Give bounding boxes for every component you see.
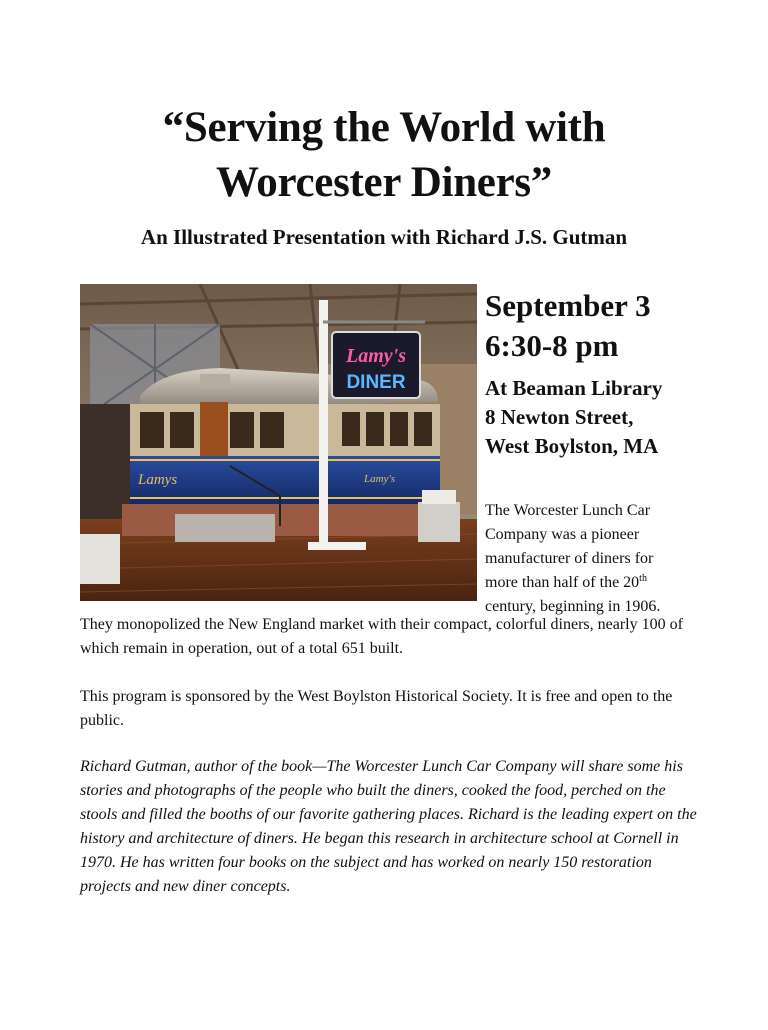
sponsor-paragraph: This program is sponsored by the West Boylston Historical Society. It is free and open to the public. bbox=[80, 688, 673, 729]
car-lettering-right: Lamy's bbox=[364, 473, 396, 485]
diner-photo bbox=[80, 284, 477, 601]
event-date: September 3 bbox=[485, 288, 651, 323]
venue-line-1: At Beaman Library bbox=[485, 376, 663, 400]
intro-line-5: century, beginning in 1906. bbox=[485, 598, 661, 615]
venue-address bbox=[485, 374, 662, 461]
title-line-2: Worcester Diners” bbox=[215, 159, 553, 206]
car-lettering-left: Lamys bbox=[138, 472, 178, 488]
intro-paragraph bbox=[485, 499, 705, 619]
venue-line-2: 8 Newton Street, bbox=[485, 405, 634, 429]
intro-line-4-text: more than half of the 20 bbox=[485, 574, 640, 591]
intro-line-3: manufacturer of diners for bbox=[485, 550, 654, 567]
intro-continued: They monopolized the New England market with their compact, colorful diners, nearly 100 of which remain in operation, out of a total 651 built. bbox=[80, 616, 683, 657]
intro-line-2: Company was a pioneer bbox=[485, 526, 640, 543]
sign-line-2: DINER bbox=[346, 372, 406, 393]
sign-line-1: Lamy's bbox=[346, 345, 406, 367]
venue-line-3: West Boylston, MA bbox=[485, 434, 659, 458]
intro-line-4 bbox=[485, 571, 705, 595]
event-time: 6:30-8 pm bbox=[485, 328, 619, 363]
subtitle: An Illustrated Presentation with Richard J.S. Gutman bbox=[140, 225, 628, 249]
title-line-1: “Serving the World with bbox=[162, 104, 606, 151]
intro-line-1: The Worcester Lunch Car bbox=[485, 502, 651, 519]
page-title bbox=[40, 100, 728, 210]
ordinal-suffix: th bbox=[639, 573, 647, 584]
event-date-time bbox=[485, 286, 651, 366]
bio-paragraph: Richard Gutman, author of the book—The Worcester Lunch Car Company will share some his stories and photographs of the people who built the diners, cooked the food, perched on the stools and filled the booths of our favorite gathering places. Richard is the leading expert on the history and architecture of diners. He began this research in architecture school at Cornell in 1970. He has written four books on the subject and has worked on nearly 150 restoration projects and new diner concepts. bbox=[80, 758, 697, 895]
